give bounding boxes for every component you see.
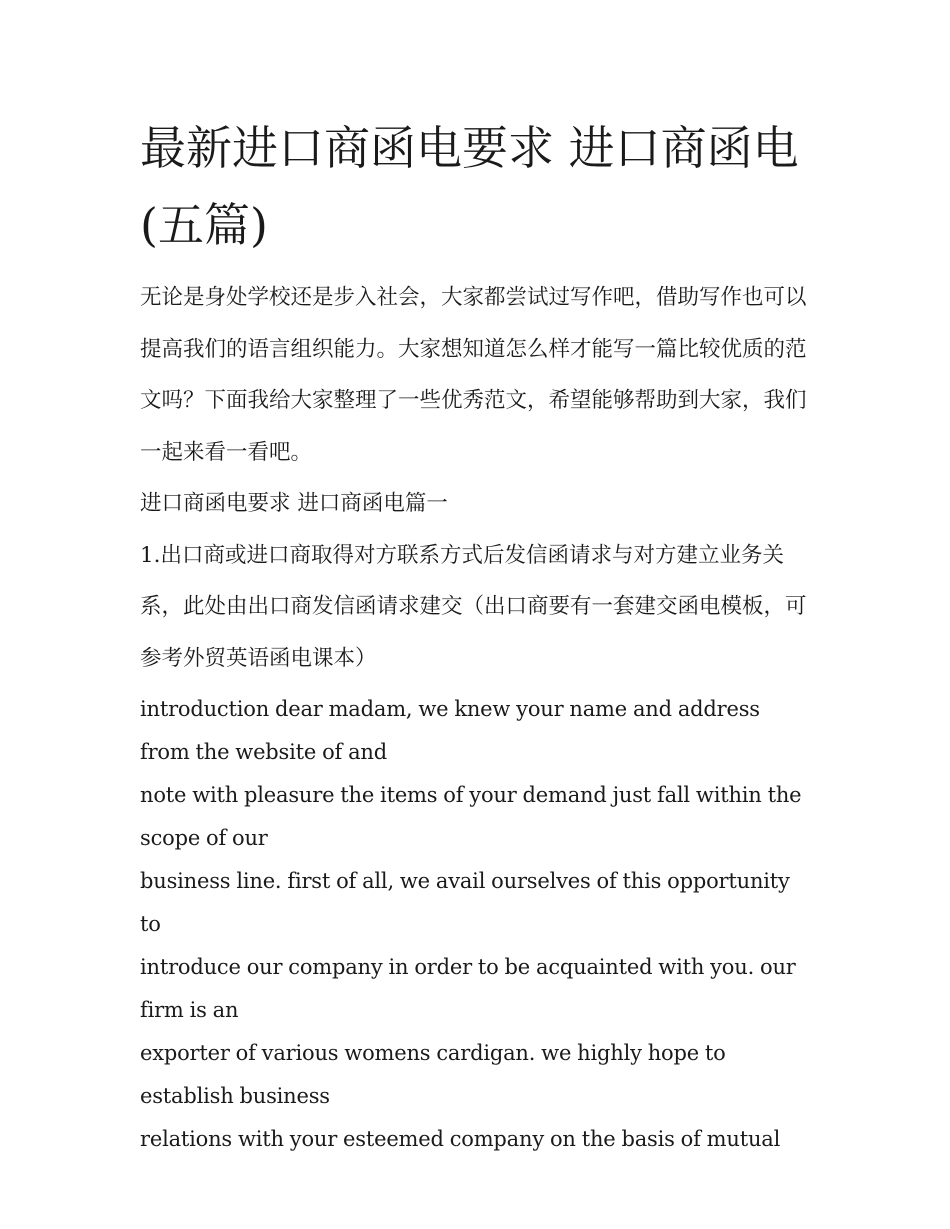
letter-line: introduction dear madam, we knew your name and address from the website of and [140,697,760,764]
document-page [140,110,812,1161]
step-paragraph: 1.出口商或进口商取得对方联系方式后发信函请求与对方建立业务关系，此处由出口商发信函请求建交（出口商要有一套建交函电模板，可参考外贸英语函电课本） [140,542,807,671]
letter-line: exporter of various womens cardigan. we highly hope to establish business [140,1041,726,1108]
english-letter [140,688,812,1161]
intro-paragraph: 无论是身处学校还是步入社会，大家都尝试过写作吧，借助写作也可以提高我们的语言组织能力。大家想知道怎么样才能写一篇比较优质的范文吗？下面我给大家整理了一些优秀范文，希望能够帮助到大家，我们一起来看一看吧。 [140,285,807,465]
letter-line: business line. first of all, we avail ourselves of this opportunity to [140,869,790,936]
letter-line: relations with your esteemed company on the basis of mutual [140,1127,781,1151]
letter-line: note with pleasure the items of your demand just fall within the scope of our [140,783,802,850]
letter-line: introduce our company in order to be acquainted with you. our firm is an [140,955,796,1022]
section-heading: 进口商函电要求 进口商函电篇一 [140,491,448,516]
document-title: 最新进口商函电要求 进口商函电(五篇) [140,121,799,252]
